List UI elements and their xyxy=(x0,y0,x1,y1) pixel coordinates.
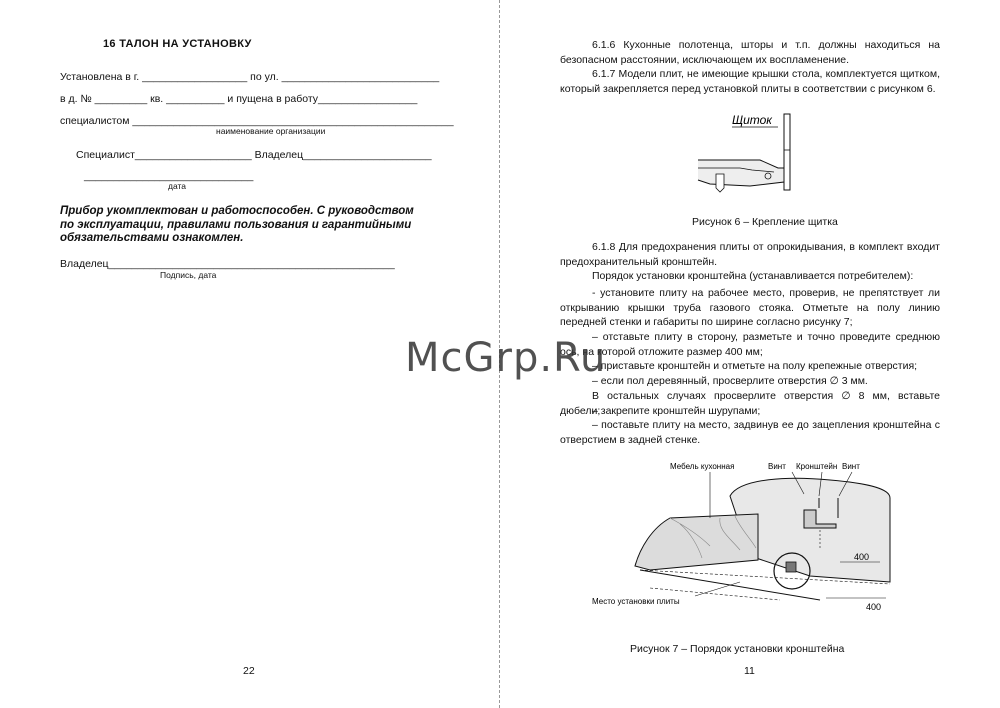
figure-7-caption: Рисунок 7 – Порядок установки кронштейна xyxy=(630,643,845,655)
install-location-line: Установлена в г. __________________ по ул. ___________________________ xyxy=(60,71,440,83)
date-caption: дата xyxy=(168,181,187,191)
paragraph-6-1-8: 6.1.8 Для предохранения плиты от опрокидывания, в комплект входит предохранительный кронштейн. xyxy=(560,241,940,268)
figure-6-caption: Рисунок 6 – Крепление щитка xyxy=(692,216,838,228)
page-number-right: 11 xyxy=(744,665,755,677)
page-title: 16 ТАЛОН НА УСТАНОВКУ xyxy=(103,38,252,50)
watermark-text: McGrp.Ru xyxy=(405,335,607,381)
label-install-place: Место установки плиты xyxy=(592,597,680,606)
label-screw-right: Винт xyxy=(842,462,860,471)
step-6: – закрепите кронштейн шурупами; xyxy=(592,405,761,417)
shield-label: Щиток xyxy=(732,113,772,127)
step-4: – если пол деревянный, просверлите отверстия ∅ 3 мм. xyxy=(592,375,868,387)
install-apartment-line: в д. № _________ кв. __________ и пущена в работу_________________ xyxy=(60,93,418,105)
label-screw-left: Винт xyxy=(768,462,786,471)
page-number-left: 22 xyxy=(243,665,255,677)
paragraph-6-1-6: 6.1.6 Кухонные полотенца, шторы и т.п. должны находиться на безопасном расстоянии, исключающем их воспламенение. xyxy=(560,39,940,66)
shield-panel xyxy=(784,114,790,190)
label-dim-2: 400 xyxy=(866,602,882,612)
figure-6-shield-mount xyxy=(690,110,800,202)
statement-line: обязательствами ознакомлен. xyxy=(60,232,244,244)
kitchen-furniture xyxy=(635,514,758,570)
step-3: – приставьте кронштейн и отметьте на полу крепежные отверстия; xyxy=(592,360,918,372)
label-bracket: Кронштейн xyxy=(796,462,838,471)
date-line: _____________________________ xyxy=(84,170,254,182)
signatures-line: Специалист____________________ Владелец______________________ xyxy=(76,149,432,161)
order-title: Порядок установки кронштейна (устанавливается потребителем): xyxy=(592,270,914,282)
installer-line: специалистом _______________________________________________________ xyxy=(60,115,454,127)
label-furniture: Мебель кухонная xyxy=(670,462,735,471)
label-dim-1: 400 xyxy=(854,552,870,562)
step-2: – отставьте плиту в сторону, разметьте и точно проведите среднюю ось, на которой отложите размер 400 мм; xyxy=(560,331,940,358)
statement-line: по эксплуатации, правилами пользования и гарантийными xyxy=(60,218,412,231)
paragraph-6-1-7: 6.1.7 Модели плит, не имеющие крышки стола, комплектуется щитком, который закрепляется перед установкой плиты в соответствии с рисунком 6. xyxy=(560,68,940,95)
step-1: - установите плиту на рабочее место, проверив, не препятствует ли открыванию крышки труба газового стояка. Отметьте на полу линию передней стенки и габариты по ширине согласно рисунку 7; xyxy=(560,287,940,328)
statement-line: Прибор укомплектован и работоспособен. С руководством xyxy=(60,205,414,217)
owner-statement xyxy=(60,205,440,246)
stove-top-edge xyxy=(698,160,784,186)
owner-signature-caption: Подпись, дата xyxy=(160,270,217,280)
step-5: В остальных случаях просверлите отверстия ∅ 8 мм, вставьте дюбели; xyxy=(560,390,940,417)
installer-caption: наименование организации xyxy=(216,126,326,136)
step-7: – поставьте плиту на место, задвинув ее до зацепления кронштейна с отверстием в задней стенке. xyxy=(560,419,940,446)
owner-signature-line: Владелец_________________________________________________ xyxy=(60,258,395,270)
figure-7-bracket-installation xyxy=(590,458,900,620)
